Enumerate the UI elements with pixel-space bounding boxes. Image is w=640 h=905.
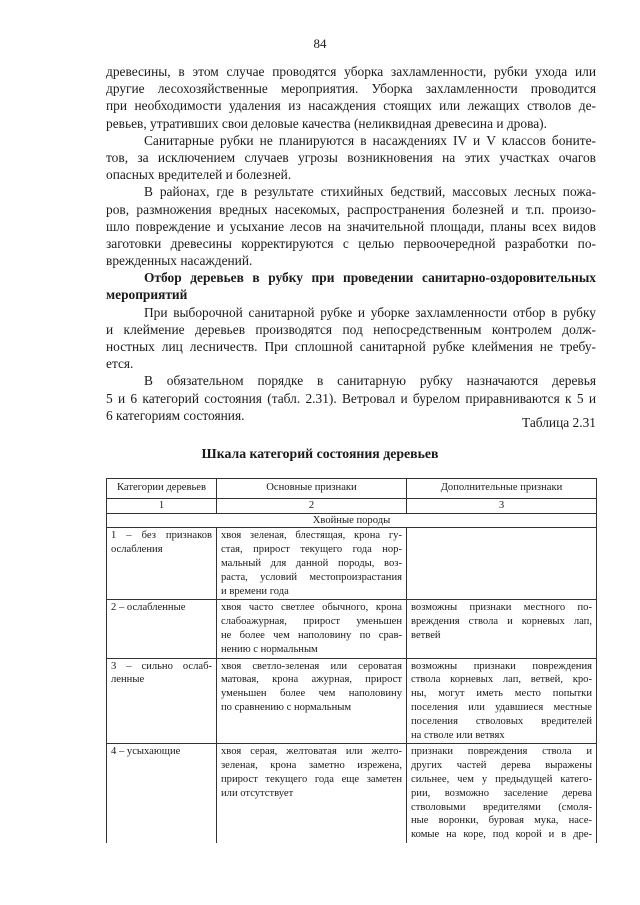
- text-line: ностных лиц лесничеств. При сплошной санитарной рубке клеймения не требу-: [106, 339, 596, 354]
- header-extra-signs: Дополнительные признаки: [407, 479, 597, 499]
- text-line: при необходимости удаления из насаждения стоящих или лежащих стволов де-: [106, 98, 596, 114]
- table-number-row: [107, 498, 597, 513]
- text-line: другие лесохозяйственные мероприятия. Уборка захламленности проводится: [106, 81, 596, 97]
- column-number: 3: [407, 498, 597, 513]
- category-cell: 4 – усыхающие: [107, 744, 217, 843]
- text-line: древесины, в этом случае проводятся уборка захламленности, рубки ухода или: [106, 64, 596, 79]
- condition-categories-table: [106, 478, 597, 843]
- text-line: опасных вредителей и болезней.: [106, 167, 292, 183]
- table-group-row: [107, 513, 597, 528]
- section-heading: Отбор деревьев в рубку при проведении санитарно-оздоровительных: [144, 270, 596, 286]
- text-line: тов, за исключением случаев угрозы возникновения на этих участках очагов: [106, 149, 596, 165]
- text-line: 5 и 6 категорий состояния (табл. 2.31). Ветровал и бурелом приравниваются к 5 и: [106, 390, 596, 406]
- category-cell: 1 – без признаков ослабления: [107, 528, 217, 600]
- table-row: [107, 528, 597, 600]
- text-line: В районах, где в результате стихийных бедствий, массовых лесных пожа-: [144, 184, 596, 200]
- text-line: ревьев, утративших свои деловые качества (неликвидная древесина и дрова).: [106, 115, 547, 131]
- column-number: 2: [217, 498, 407, 513]
- table-row: [107, 600, 597, 658]
- text-line: При выборочной санитарной рубке и уборке захламленности отбор в рубку: [144, 304, 596, 320]
- section-heading: мероприятий: [106, 287, 188, 303]
- text-line: ется.: [106, 356, 134, 372]
- text-line: ров, размножения вредных насекомых, распространения болезней и т.п. произо-: [106, 201, 596, 217]
- extra-signs-cell: возможны признаки повреждения ствола корневых лап, ветвей, кро- ны, могут иметь место попытки поселения или удавшиеся местные поселения стволовых вредителей на стволе или ветвях: [407, 658, 597, 744]
- table-row: [107, 658, 597, 744]
- category-cell: 3 – сильно ослаб- ленные: [107, 658, 217, 744]
- page-number: 84: [313, 36, 327, 51]
- main-signs-cell: хвоя зеленая, блестящая, крона гу- стая, прирост текущего года нор- мальный для данной породы, воз- раста, условий местопроизрастания и времени года: [217, 528, 407, 600]
- extra-signs-cell: возможны признаки местного по- вреждения ствола и корневых лап, ветвей: [407, 600, 597, 658]
- header-main-signs: Основные признаки: [217, 479, 407, 499]
- main-signs-cell: хвоя часто светлее обычного, крона слабоажурная, прирост уменьшен не более чем наполовину по срав- нению с нормальным: [217, 600, 407, 658]
- text-line: шло повреждение и усыхание лесов на значительной площади, планы всех видов: [106, 218, 596, 234]
- column-number: 1: [107, 498, 217, 513]
- text-line: Санитарные рубки не планируются в насаждениях IV и V классов бонитe-: [144, 132, 596, 148]
- table-title: Шкала категорий состояния деревьев: [201, 446, 439, 461]
- category-cell: 2 – ослабленные: [107, 600, 217, 658]
- table-header-row: [107, 479, 597, 499]
- extra-signs-cell: [407, 528, 597, 600]
- main-signs-cell: хвоя светло-зеленая или сероватая матовая, крона ажурная, прирост уменьшен более чем наполовину по сравнению с нормальным: [217, 658, 407, 744]
- text-line: 6 категориям состояния.: [106, 407, 245, 423]
- body-text: [106, 63, 596, 424]
- text-line: В обязательном порядке в санитарную рубку назначаются деревья: [144, 373, 596, 389]
- table-label: Таблица 2.31: [521, 415, 596, 430]
- header-category: Категории деревьев: [107, 479, 217, 499]
- group-label: Хвойные породы: [107, 513, 597, 528]
- text-line: врежденных насаждений.: [106, 253, 253, 269]
- main-signs-cell: хвоя серая, желтоватая или желто- зеленая, крона заметно изрежена, прирост текущего года еще заметен или отсутствует: [217, 744, 407, 843]
- table-row: [107, 744, 597, 843]
- text-line: заготовки древесины корректируются с целью первоочередной разработки по-: [106, 235, 596, 251]
- extra-signs-cell: признаки повреждения ствола и других частей дерева выражены сильнее, чем у предыдущей катего- рии, возможно заселение дерева стволовыми вредителями (смоля- ные воронки, буровая мука, насе- комые на коре, под корой и в дре-: [407, 744, 597, 843]
- text-line: и клеймение деревьев производятся под непосредственным контролем долж-: [106, 321, 596, 337]
